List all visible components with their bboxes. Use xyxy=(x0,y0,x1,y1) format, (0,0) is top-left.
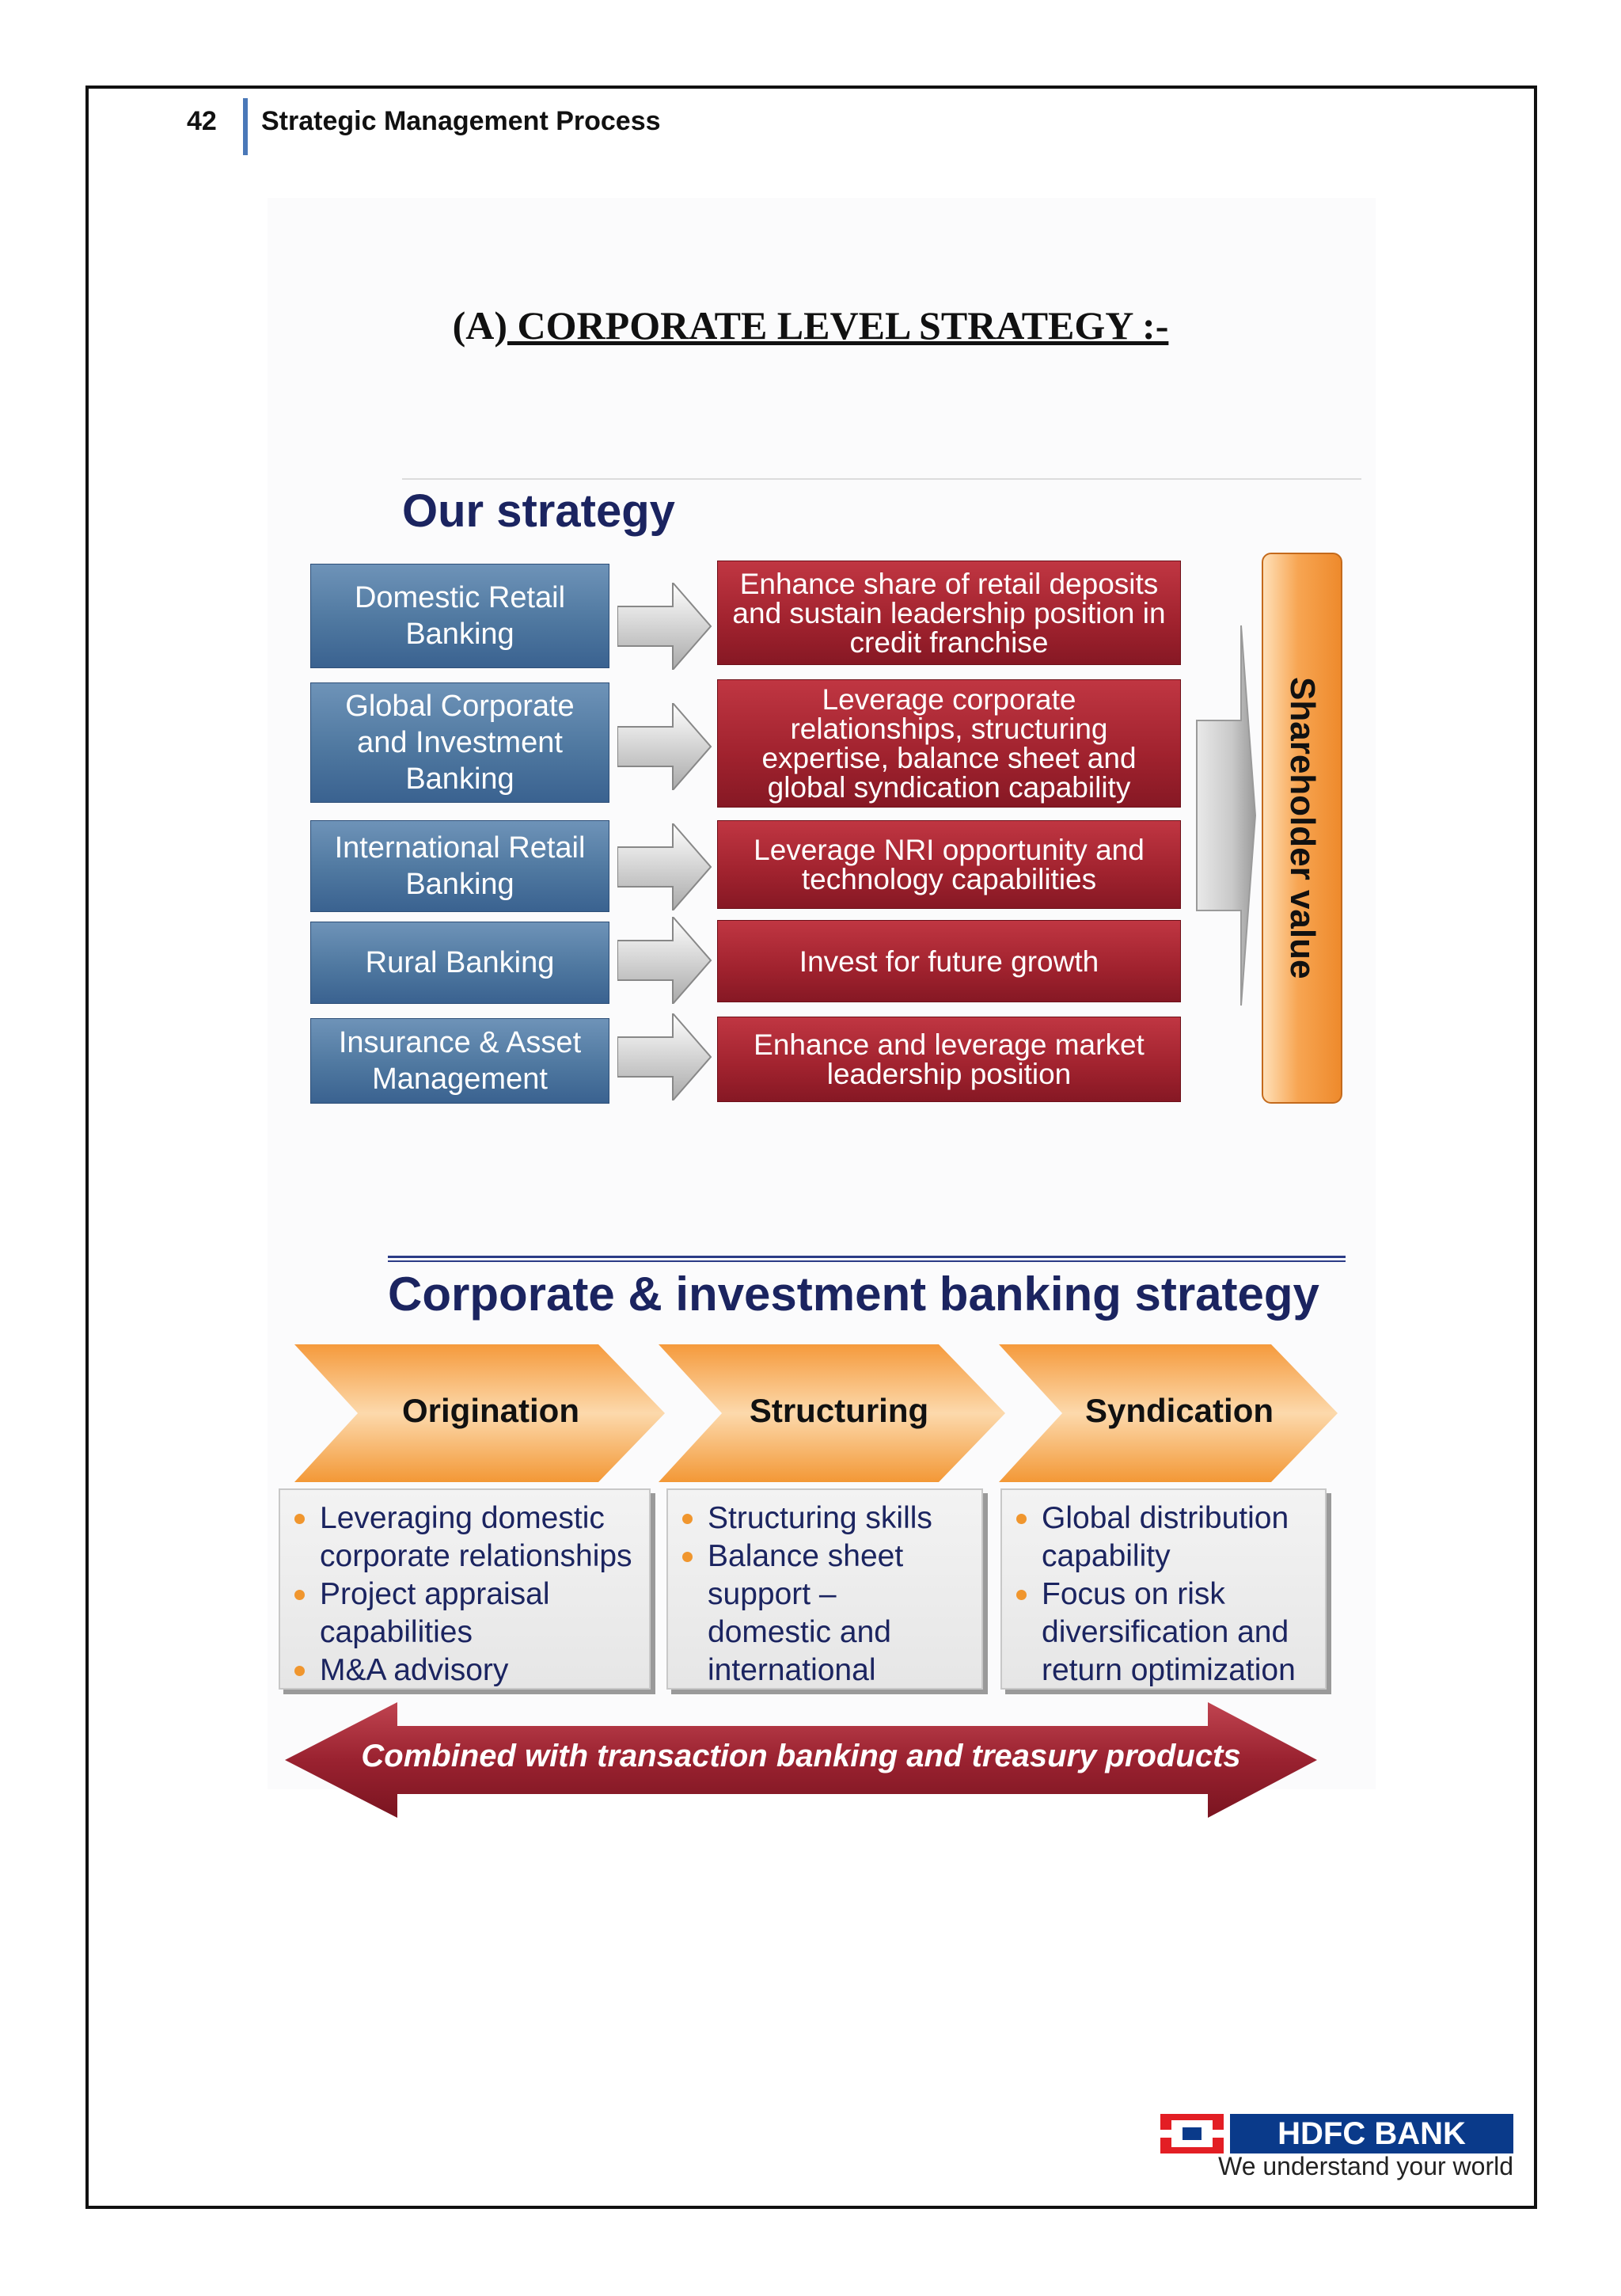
list-item: Global distribution capability xyxy=(1042,1500,1311,1576)
stage-label: Syndication xyxy=(1084,1392,1274,1429)
shareholder-value-label: Shareholder value xyxy=(1283,677,1322,979)
strategic-objective-box: Enhance and leverage market leadership position xyxy=(717,1017,1181,1102)
section-title-text: CORPORATE LEVEL STRATEGY :- xyxy=(507,303,1169,348)
svg-text:HDFC BANK: HDFC BANK xyxy=(1277,2116,1466,2151)
logo-tagline: We understand your world xyxy=(1218,2152,1513,2180)
stage-label: Structuring xyxy=(749,1392,929,1429)
strategic-objective-box: Leverage corporate relationships, structuring expertise, balance sheet and global syndication capability xyxy=(717,679,1181,808)
hdfc-bank-logo xyxy=(1160,2114,1513,2153)
right-arrow-icon xyxy=(617,917,712,1004)
bullet-icon xyxy=(294,1514,305,1524)
section-prefix: (A) xyxy=(452,303,508,348)
right-arrow-icon xyxy=(617,823,712,910)
stage-label: Origination xyxy=(402,1392,579,1429)
running-header-title: Strategic Management Process xyxy=(261,106,661,136)
strategic-objective-box: Enhance share of retail deposits and sustain leadership position in credit franchise xyxy=(717,561,1181,665)
converging-arrow-icon xyxy=(1194,618,1257,1013)
business-unit-box: Domestic Retail Banking xyxy=(310,564,609,668)
structuring-bullets xyxy=(666,1488,983,1690)
syndication-bullets xyxy=(1000,1488,1327,1690)
list-item: Leveraging domestic corporate relationships xyxy=(320,1500,638,1576)
right-arrow-icon xyxy=(617,703,712,790)
strategy-top-rule xyxy=(402,478,1361,480)
cib-strategy-heading: Corporate & investment banking strategy xyxy=(388,1268,1319,1321)
page-number: 42 xyxy=(187,106,217,136)
list-item: M&A advisory xyxy=(320,1652,638,1690)
header-divider xyxy=(243,98,248,155)
bullet-icon xyxy=(294,1666,305,1676)
bullet-icon xyxy=(1016,1514,1027,1524)
bullet-icon xyxy=(682,1552,693,1562)
right-arrow-icon xyxy=(617,583,712,670)
strategic-objective-box: Invest for future growth xyxy=(717,920,1181,1002)
list-item: Balance sheet support – domestic and international xyxy=(708,1538,905,1690)
shareholder-value-box xyxy=(1262,553,1342,1104)
right-arrow-icon xyxy=(617,1013,712,1100)
business-unit-box: International Retail Banking xyxy=(310,820,609,912)
section-title xyxy=(0,302,1621,348)
list-item: Structuring skills xyxy=(708,1500,970,1538)
business-unit-box: Global Corporate and Investment Banking xyxy=(310,682,609,803)
our-strategy-heading: Our strategy xyxy=(402,485,675,537)
origination-bullets xyxy=(279,1488,651,1690)
business-unit-box: Insurance & Asset Management xyxy=(310,1018,609,1104)
bullet-icon xyxy=(294,1590,305,1600)
bullet-icon xyxy=(1016,1590,1027,1600)
cib-top-rule xyxy=(388,1256,1346,1262)
business-unit-box: Rural Banking xyxy=(310,922,609,1004)
bullet-icon xyxy=(682,1514,693,1524)
strategic-objective-box: Leverage NRI opportunity and technology capabilities xyxy=(717,820,1181,909)
list-item: Focus on risk diversification and return optimization xyxy=(1042,1576,1311,1690)
banner-text: Combined with transaction banking and treasury products xyxy=(361,1739,1241,1773)
list-item: Project appraisal capabilities xyxy=(320,1576,638,1652)
